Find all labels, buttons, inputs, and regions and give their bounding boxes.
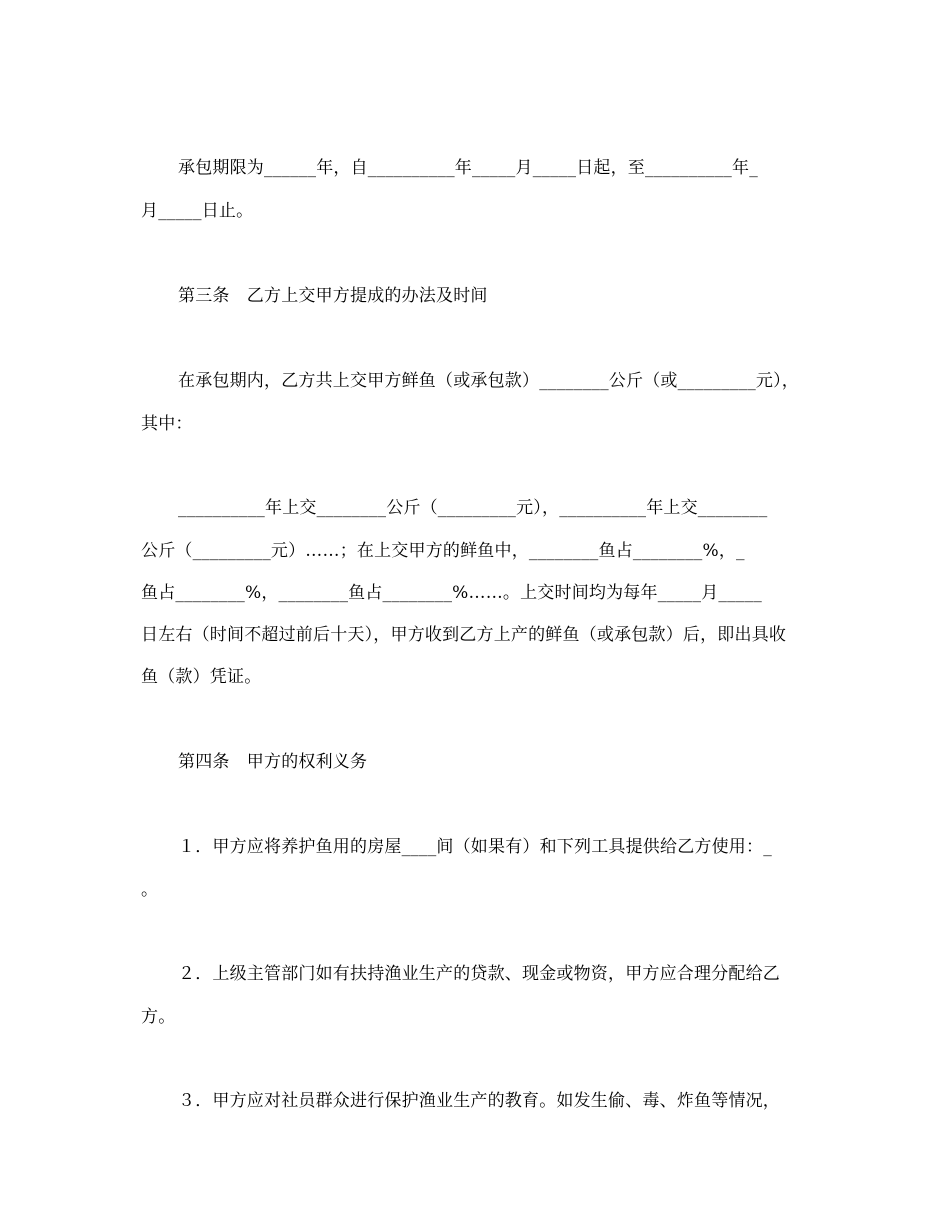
term-line-2: 月_____日止。: [141, 201, 254, 221]
schedule-line-2: 公斤（_________元）……；在上交甲方的鲜鱼中，________鱼占________%，_: [141, 541, 745, 561]
clause-1-line-1: １．甲方应将养护鱼用的房屋____间（如果有）和下列工具提供给乙方使用：_: [178, 837, 772, 857]
article-3-heading: 第三条 乙方上交甲方提成的办法及时间: [178, 286, 488, 306]
clause-1-line-2: 。: [141, 880, 159, 900]
article-4-heading: 第四条 甲方的权利义务: [178, 752, 368, 772]
schedule-line-1: __________年上交________公斤（_________元），__________年上交________: [178, 498, 768, 518]
article-3-para-line-2: 其中：: [141, 414, 193, 434]
term-line-1: 承包期限为______年，自__________年_____月_____日起，至__________年_: [178, 158, 758, 178]
clause-2-line-2: 方。: [141, 1007, 176, 1027]
schedule-line-5: 鱼（款）凭证。: [141, 667, 262, 687]
article-3-para-line-1: 在承包期内，乙方共上交甲方鲜鱼（或承包款）________公斤（或_________元），: [178, 371, 799, 391]
schedule-line-3: 鱼占________%，________鱼占________%……。上交时间均为每年_____月_____: [141, 583, 762, 603]
clause-3-line-1: ３．甲方应对社员群众进行保护渔业生产的教育。如发生偷、毒、炸鱼等情况，: [178, 1091, 780, 1111]
schedule-line-4: 日左右（时间不超过前后十天），甲方收到乙方上产的鲜鱼（或承包款）后，即出具收: [141, 625, 787, 645]
clause-2-line-1: ２．上级主管部门如有扶持渔业生产的贷款、现金或物资，甲方应合理分配给乙: [178, 964, 780, 984]
